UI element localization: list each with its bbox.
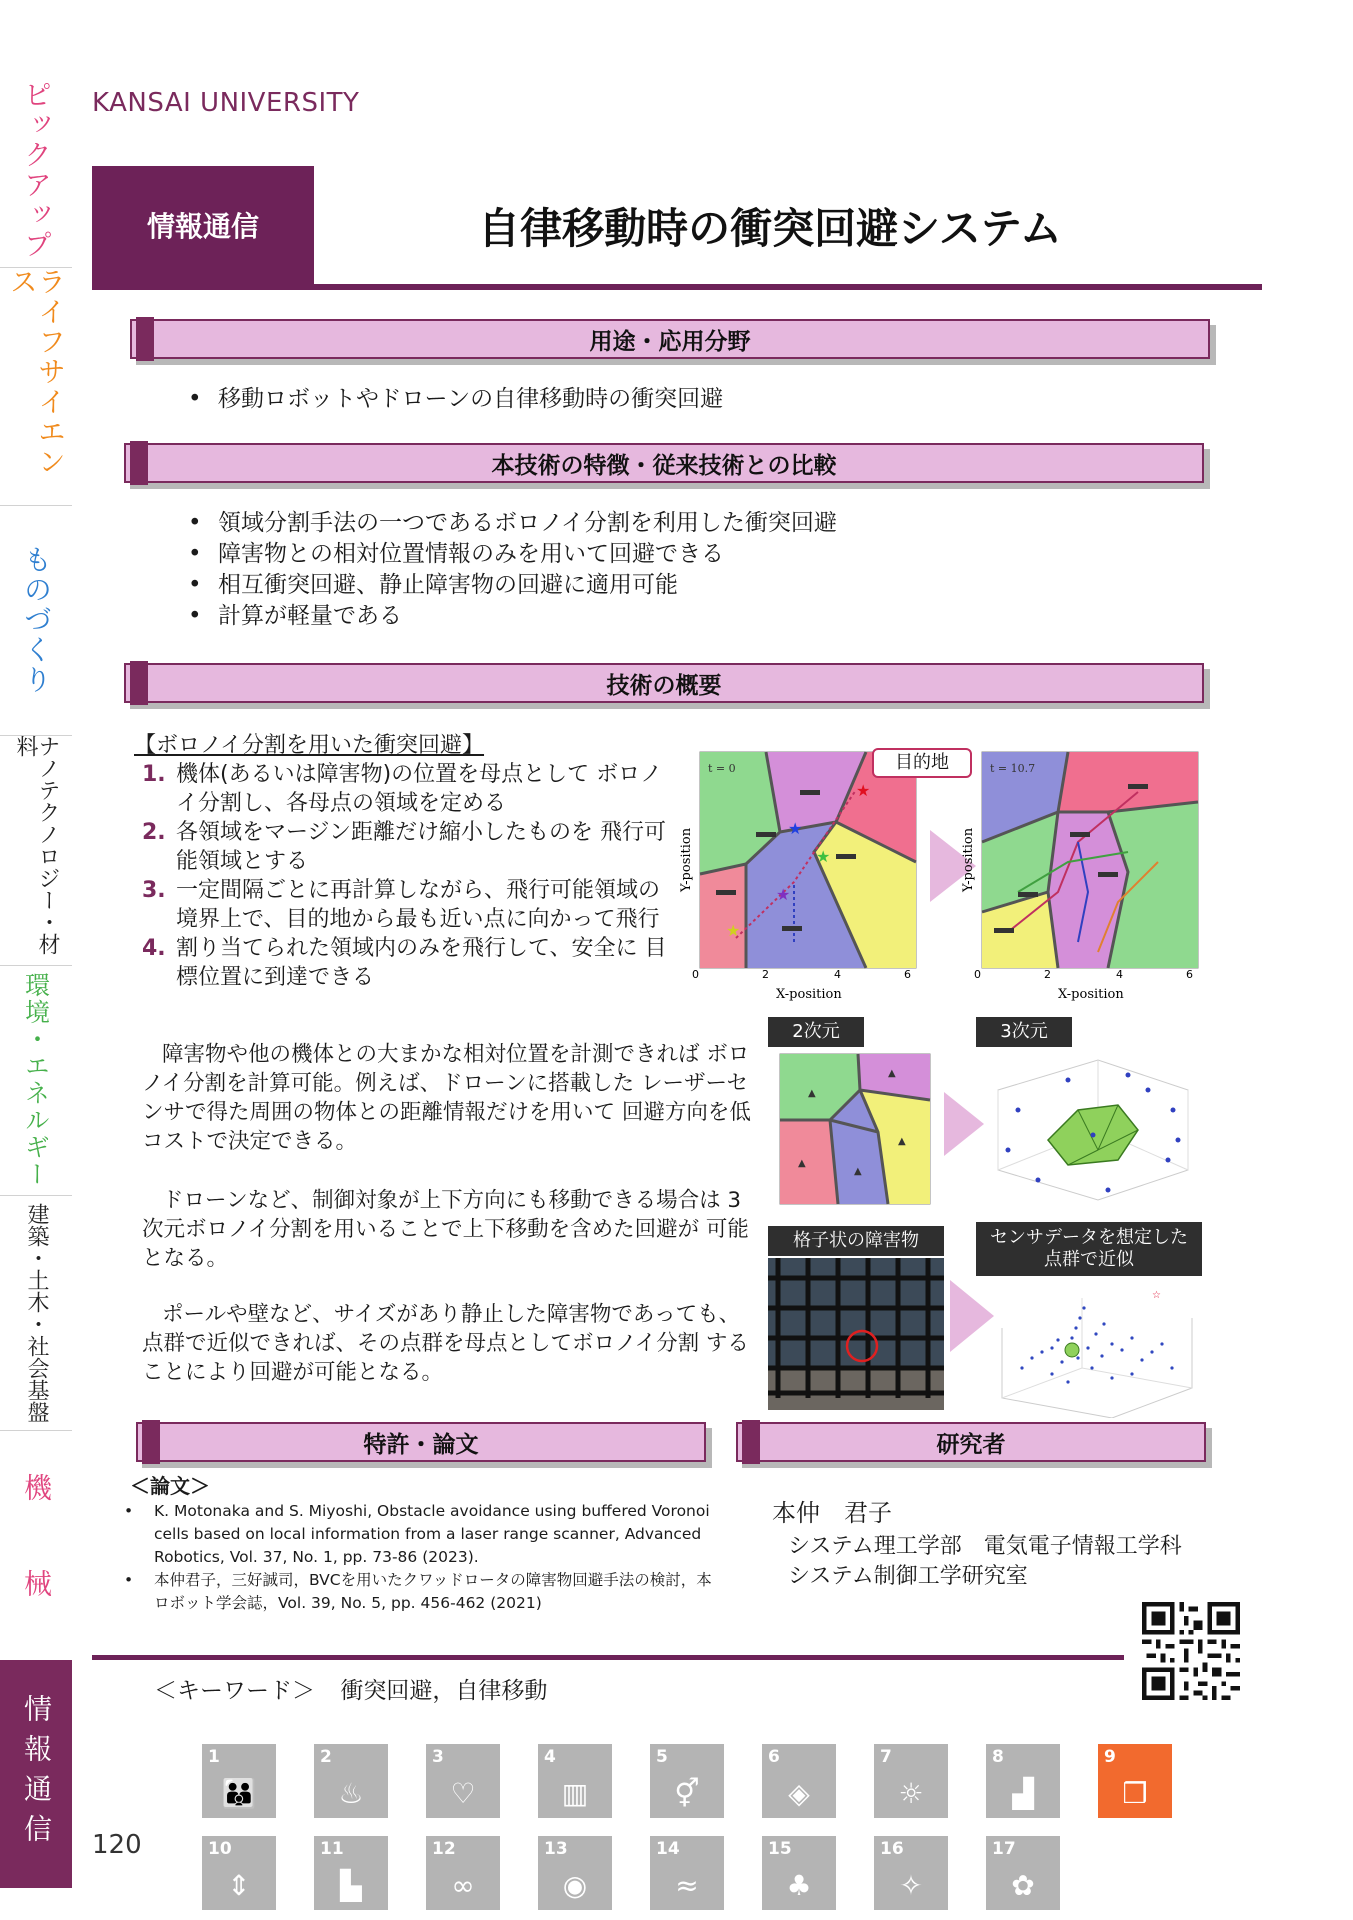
- label-point-cloud: センサデータを想定した 点群で近似: [976, 1222, 1202, 1276]
- section-bar-features: [124, 443, 1204, 483]
- voronoi-plot-t0: [676, 742, 926, 1010]
- sdg-number: 2: [320, 1747, 332, 1767]
- sdg-9[interactable]: [1098, 1744, 1172, 1818]
- star-icon: ★: [788, 819, 803, 838]
- y-axis-label: Y-position: [961, 827, 976, 892]
- keyword-rule: [92, 1655, 1124, 1660]
- sdg-10[interactable]: [202, 1836, 276, 1910]
- reference-item: • K. Motonaka and S. Miyoshi, Obstacle avoidance using buffered Voronoi cells based on local information from a laser range scanner, Advanced Robotics, Vol. 37, No. 1, pp. 73-86 (2023).: [124, 1500, 724, 1569]
- section-bar-researcher: [736, 1422, 1206, 1462]
- page-title: 自律移動時の衝突回避システム: [478, 204, 1062, 253]
- star-icon: ★: [776, 885, 791, 904]
- right-arrow-icon: [950, 1280, 994, 1352]
- section-heading: 特許・論文: [363, 1431, 479, 1458]
- label-grid-obstacle: 格子状の障害物: [768, 1226, 944, 1256]
- list-item: • 障害物との相対位置情報のみを用いて回避できる: [188, 539, 837, 570]
- gender-icon: ⚥: [674, 1777, 700, 1810]
- section-heading: 本技術の特徴・従来技術との比較: [491, 452, 837, 479]
- step-item: [142, 934, 682, 992]
- label-3d: 3次元: [976, 1017, 1072, 1047]
- plot-time-label: t = 10.7: [990, 762, 1036, 775]
- x-tick: 6: [1186, 968, 1193, 981]
- section-bar-patents: [136, 1422, 706, 1462]
- list-item: • 計算が軽量である: [188, 601, 837, 632]
- sdg-number: 12: [432, 1839, 456, 1859]
- step-text: 割り当てられた領域内のみを飛行して、安全に 目標位置に到達できる: [176, 936, 667, 990]
- x-axis-label: X-position: [776, 987, 842, 1002]
- sdg-number: 6: [768, 1747, 780, 1767]
- x-tick: 0: [692, 968, 699, 981]
- sdg-17[interactable]: [986, 1836, 1060, 1910]
- step-number: 2.: [142, 820, 166, 845]
- sdg-14[interactable]: [650, 1836, 724, 1910]
- list-item: • 領域分割手法の一つであるボロノイ分割を利用した衝突回避: [188, 508, 837, 539]
- category-badge: 情報通信: [92, 166, 314, 284]
- sdg-number: 5: [656, 1747, 668, 1767]
- sdg-5[interactable]: [650, 1744, 724, 1818]
- sdg-number: 8: [992, 1747, 1004, 1767]
- svg-text:▲: ▲: [798, 1158, 806, 1169]
- sdg-grid: [202, 1744, 1222, 1920]
- researcher-info: [772, 1498, 1182, 1592]
- tab-label: 環境・エネルギー: [21, 972, 51, 1188]
- sdg-number: 15: [768, 1839, 792, 1859]
- x-tick: 2: [762, 968, 769, 981]
- svg-text:▲: ▲: [898, 1136, 906, 1147]
- sdg-number: 11: [320, 1839, 344, 1859]
- overview-paragraph: 障害物や他の機体との大まかな相対位置を計測できれば ボロノイ分割を計算可能。例えば、ドローンに搭載した レーザーセンサで得た周囲の物体との距離情報だけを用いて 回避方向を低コストで決定できる。: [142, 1042, 751, 1154]
- keyword-text: 衝突回避，自律移動: [340, 1678, 548, 1704]
- sdg-number: 4: [544, 1747, 556, 1767]
- keyword-label: ＜キーワード＞: [154, 1678, 315, 1704]
- section-heading: 用途・応用分野: [589, 328, 751, 355]
- tab-pickup[interactable]: [0, 72, 72, 268]
- sun-icon: ☼: [898, 1777, 924, 1810]
- growth-icon: ▟: [1012, 1777, 1034, 1810]
- tab-nanotech[interactable]: [0, 735, 72, 966]
- sdg-number: 1: [208, 1747, 220, 1767]
- rings-icon: ✿: [1011, 1869, 1035, 1902]
- sdg-number: 9: [1104, 1747, 1116, 1767]
- tab-label: ピックアップ: [20, 79, 53, 260]
- sdg-12[interactable]: [426, 1836, 500, 1910]
- star-icon: ★: [726, 921, 741, 940]
- grid-obstacle-figure: [768, 1258, 944, 1410]
- sdg-15[interactable]: [762, 1836, 836, 1910]
- x-tick: 4: [834, 968, 841, 981]
- step-text: 各領域をマージン距離だけ縮小したものを 飛行可能領域とする: [176, 820, 667, 874]
- x-tick: 2: [1044, 968, 1051, 981]
- sdg-8[interactable]: [986, 1744, 1060, 1818]
- tab-life-science[interactable]: [0, 267, 72, 506]
- x-tick: 0: [974, 968, 981, 981]
- sdg-1[interactable]: [202, 1744, 276, 1818]
- tab-mechanical[interactable]: [0, 1430, 72, 1661]
- svg-text:▲: ▲: [888, 1068, 896, 1079]
- tab-architecture[interactable]: [0, 1195, 72, 1431]
- sdg-number: 14: [656, 1839, 680, 1859]
- heartbeat-icon: ♡: [450, 1777, 476, 1810]
- plot-time-label: t = 0: [708, 762, 736, 775]
- step-item: [142, 876, 682, 934]
- svg-text:▲: ▲: [854, 1166, 862, 1177]
- section-heading: 技術の概要: [606, 672, 722, 699]
- tab-label: 機 械: [20, 1473, 53, 1617]
- label-2d: 2次元: [768, 1017, 864, 1047]
- tab-monozukuri[interactable]: [0, 505, 72, 736]
- infinity-icon: ∞: [451, 1869, 475, 1902]
- researcher-lab: システム制御工学研究室: [788, 1564, 1028, 1589]
- applications-list: [188, 384, 723, 415]
- overview-subheading: 【ボロノイ分割を用いた衝突回避】: [134, 733, 485, 758]
- bowl-icon: ♨: [338, 1777, 364, 1810]
- book-icon: ▥: [561, 1777, 589, 1810]
- title-rule: [92, 284, 1262, 290]
- destination-label: 目的地: [872, 748, 972, 778]
- step-number: 1.: [142, 762, 166, 787]
- researcher-name: 本仲 君子: [772, 1499, 892, 1527]
- fish-icon: ≈: [675, 1869, 699, 1902]
- keywords: [154, 1672, 547, 1705]
- sdg-4[interactable]: [538, 1744, 612, 1818]
- reference-list: [124, 1500, 724, 1615]
- sdg-11[interactable]: [314, 1836, 388, 1910]
- svg-text:▲: ▲: [808, 1088, 816, 1099]
- x-axis-label: X-position: [1058, 987, 1124, 1002]
- svg-text:☆: ☆: [1152, 1290, 1161, 1301]
- eye-globe-icon: ◉: [562, 1869, 588, 1902]
- cubes-icon: ❒: [1122, 1777, 1148, 1810]
- dove-icon: ✧: [899, 1869, 923, 1902]
- voronoi-2d-figure: [768, 1050, 938, 1210]
- university-name: KANSAI UNIVERSITY: [92, 88, 360, 118]
- qr-code[interactable]: [1142, 1602, 1240, 1700]
- step-item: [142, 818, 682, 876]
- step-text: 一定間隔ごとに再計算しながら、飛行可能領域の 境界上で、目的地から最も近い点に向かって飛行: [176, 878, 661, 932]
- step-text: 機体(あるいは障害物)の位置を母点として ボロノイ分割し、各母点の領域を定める: [176, 762, 663, 816]
- overview-paragraph: ドローンなど、制御対象が上下方向にも移動できる場合は 3次元ボロノイ分割を用いることで上下移動を含めた回避が 可能となる。: [142, 1188, 749, 1271]
- people-icon: 👪: [221, 1777, 257, 1810]
- x-tick: 6: [904, 968, 911, 981]
- section-bar-applications: [130, 319, 1210, 359]
- sdg-16[interactable]: [874, 1836, 948, 1910]
- tab-label: ものづくり: [20, 545, 53, 695]
- sdg-13[interactable]: [538, 1836, 612, 1910]
- voronoi-3d-figure: [978, 1050, 1208, 1210]
- water-icon: ◈: [788, 1777, 810, 1810]
- equality-icon: ⇕: [227, 1869, 251, 1902]
- overview-paragraph: ポールや壁など、サイズがあり静止した障害物であっても、 点群で近似できれば、その点群を母点としてボロノイ分割 することにより回避が可能となる。: [142, 1302, 749, 1385]
- sdg-6[interactable]: [762, 1744, 836, 1818]
- step-number: 3.: [142, 878, 166, 903]
- list-item: • 相互衝突回避、静止障害物の回避に適用可能: [188, 570, 837, 601]
- overview-steps: [142, 760, 682, 992]
- tab-label: ライフサイエンス: [6, 267, 67, 477]
- researcher-dept: システム理工学部 電気電子情報工学科: [788, 1534, 1182, 1559]
- sdg-3[interactable]: [426, 1744, 500, 1818]
- sdg-number: 17: [992, 1839, 1016, 1859]
- sdg-number: 10: [208, 1839, 232, 1859]
- tab-environment[interactable]: [0, 965, 72, 1196]
- y-axis-label: Y-position: [679, 827, 694, 892]
- step-item: [142, 760, 682, 818]
- city-icon: ▙: [340, 1869, 362, 1902]
- sdg-2[interactable]: [314, 1744, 388, 1818]
- section-heading: 研究者: [936, 1431, 1006, 1458]
- sdg-number: 16: [880, 1839, 904, 1859]
- star-icon: ★: [816, 847, 831, 866]
- step-number: 4.: [142, 936, 166, 961]
- features-list: [188, 508, 837, 632]
- sdg-7[interactable]: [874, 1744, 948, 1818]
- star-icon: ★: [856, 781, 871, 800]
- tree-icon: ♣: [786, 1869, 812, 1902]
- tab-label: 建築・土木・社会基盤: [24, 1202, 49, 1423]
- sdg-number: 7: [880, 1747, 892, 1767]
- reference-text: K. Motonaka and S. Miyoshi, Obstacle avoidance using buffered Voronoi cells based on local information from a laser range scanner, Advanced Robotics, Vol. 37, No. 1, pp. 73-86 (2023).: [154, 1502, 710, 1566]
- section-bar-overview: [124, 663, 1204, 703]
- reference-item: • 本仲君子，三好誠司，BVCを用いたクワッドロータの障害物回避手法の検討，本ロボット学会誌，Vol. 39, No. 5, pp. 456-462 (2021): [124, 1569, 724, 1615]
- sdg-number: 13: [544, 1839, 568, 1859]
- voronoi-plot-t107: [958, 742, 1208, 1010]
- tab-label: ナノテクノロジー・材料: [13, 735, 60, 955]
- reference-text: 本仲君子，三好誠司，BVCを用いたクワッドロータの障害物回避手法の検討，本ロボット学会誌，Vol. 39, No. 5, pp. 456-462 (2021): [154, 1571, 712, 1612]
- tab-ict[interactable]: [0, 1660, 72, 1888]
- point-cloud-figure: [992, 1278, 1212, 1418]
- x-tick: 4: [1116, 968, 1123, 981]
- tab-label: 情報通信: [20, 1694, 53, 1854]
- list-item: • 移動ロボットやドローンの自律移動時の衝突回避: [188, 384, 723, 415]
- page-number: 120: [92, 1830, 142, 1860]
- papers-subheading: ＜論文＞: [130, 1474, 210, 1498]
- sdg-number: 3: [432, 1747, 444, 1767]
